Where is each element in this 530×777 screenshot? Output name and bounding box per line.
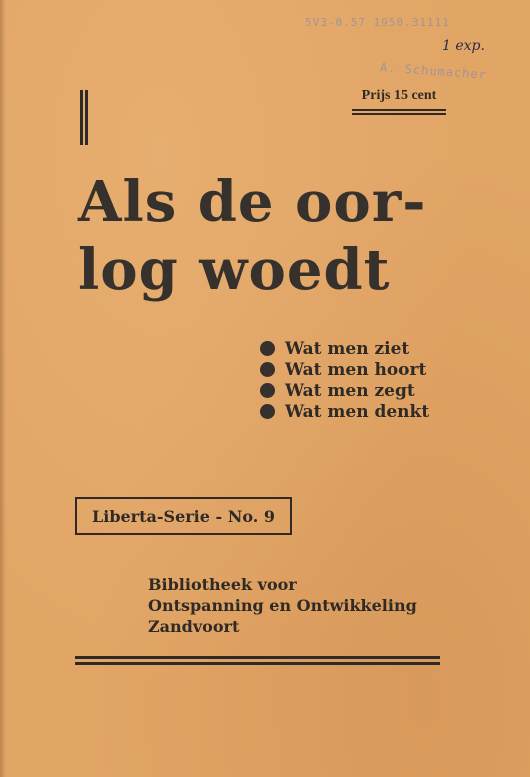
ink-copy-note: 1 exp. bbox=[442, 38, 485, 54]
publisher-line-1: Bibliotheek voor bbox=[148, 575, 297, 594]
bullet-dot-icon bbox=[260, 383, 275, 398]
topic-item bbox=[260, 359, 429, 380]
topic-item bbox=[260, 401, 429, 422]
bottom-double-rule bbox=[75, 656, 440, 665]
publisher-block bbox=[148, 574, 417, 637]
publisher-line-3: Zandvoort bbox=[148, 617, 240, 636]
topic-item bbox=[260, 338, 429, 359]
bullet-dot-icon bbox=[260, 404, 275, 419]
topic-label: Wat men zegt bbox=[285, 380, 415, 401]
topic-item bbox=[260, 380, 429, 401]
pencil-signature-note: A. Schumacher bbox=[379, 60, 488, 82]
price-label: Prijs 15 cent bbox=[361, 88, 437, 103]
topic-label: Wat men denkt bbox=[285, 401, 430, 422]
spine-shadow bbox=[0, 0, 6, 777]
price-underline bbox=[352, 109, 446, 115]
price-block bbox=[352, 88, 446, 115]
cover-title bbox=[78, 168, 426, 304]
series-label: Liberta-Serie - No. 9 bbox=[91, 506, 275, 526]
decorative-double-bar bbox=[80, 90, 88, 145]
publisher-line-2: Ontspanning en Ontwikkeling bbox=[148, 596, 417, 615]
topic-list bbox=[260, 338, 429, 422]
pencil-catalog-note: 5V3-0.57 1950.31111 bbox=[305, 16, 450, 29]
topic-label: Wat men hoort bbox=[285, 359, 427, 380]
topic-label: Wat men ziet bbox=[285, 338, 410, 359]
title-line-2: log woedt bbox=[78, 237, 391, 303]
series-label-box bbox=[75, 497, 292, 535]
bullet-dot-icon bbox=[260, 341, 275, 356]
bullet-dot-icon bbox=[260, 362, 275, 377]
title-line-1: Als de oor- bbox=[78, 169, 427, 235]
